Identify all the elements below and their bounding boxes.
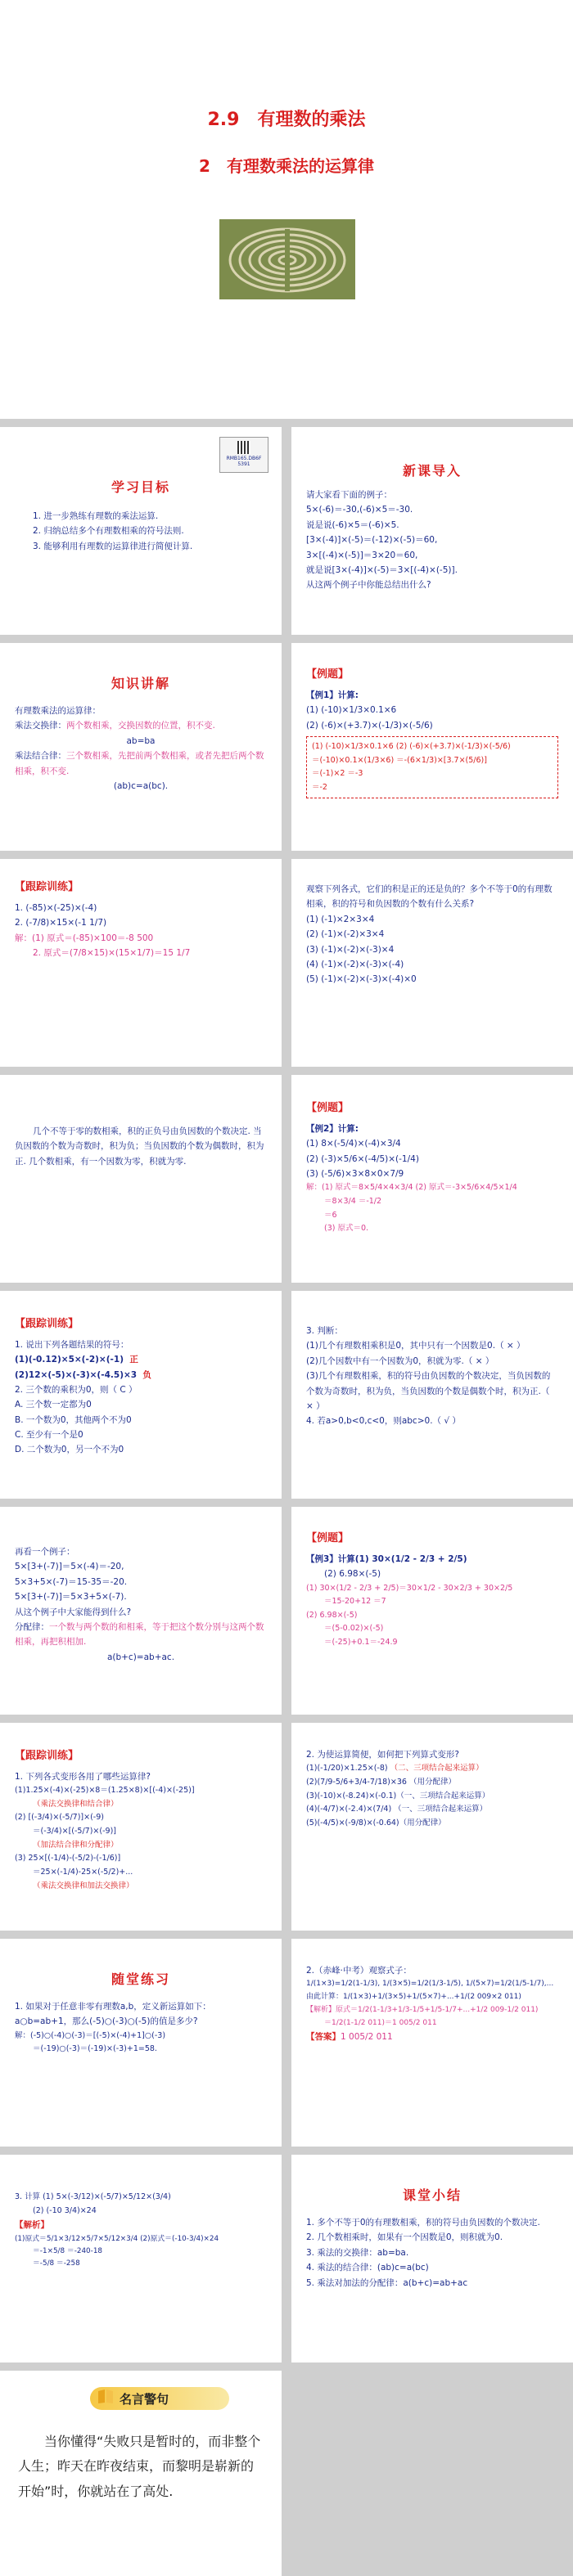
distributive-line: 5×3+5×(-7)＝15-35＝-20. [15,1576,128,1587]
quote-title: 名言警句 [120,2392,169,2407]
qr-label: RMB165.DB6F 5391 [226,456,262,468]
solution-line: (2) 6.98×(-5) [306,1610,358,1620]
example-line: (2) (-3)×5/6×(-4/5)×(-1/4) [306,1153,419,1164]
maze-illustration [219,219,355,299]
commutative-label: 乘法交换律： [15,721,66,731]
example-tag: 【例题】 [306,1532,350,1544]
solution-line: (1) 原式＝8×5/4×4×3/4 (2) 原式＝-3×5/6×4/5×1/4 [322,1183,517,1193]
solution-line: (1) (-10)×1/3×0.1×6 (2) (-6)×(+3.7)×(-1/3)×(-5/6) [312,741,511,751]
example1-slide [291,643,573,851]
exercise-slide [0,1939,282,2147]
qr-icon [237,441,250,454]
distributive-intro: 再看一个例子： [15,1547,75,1557]
book-icon [97,2387,115,2405]
separator [282,2155,291,2362]
example-head: 【例2】计算: [306,1123,359,1134]
judge-slide [291,1291,573,1499]
solution-box [306,736,558,799]
separator [0,635,573,643]
simplify-item: (4)(-4/7)×(-2.4)×(7/4) （一、三项结合起来运算） [306,1805,488,1814]
exam-slide [291,1939,573,2147]
distributive-line: 5×[3+(-7)]＝5×3+5×(-7). [15,1592,127,1603]
separator [0,2362,573,2371]
summary-item: 4. 乘法的结合律：(ab)c=a(bc) [306,2263,429,2273]
intro-example: 从这两个例子中你能总结出什么? [306,580,431,591]
exercise-solution: ＝(-19)○(-3)＝(-19)×(-3)+1=58. [33,2044,157,2054]
knowledge-slide [0,643,282,851]
transform-item: ＝25×(-1/4)-25×(-5/2)+... [33,1867,133,1877]
solution-line: ＝6 [324,1210,337,1220]
solution-line: ＝15-20+12 ＝7 [324,1597,386,1607]
summary-item: 3. 乘法的交换律：ab=ba. [306,2247,409,2258]
intro-text: 请大家看下面的例子： [306,490,392,500]
commutative-text: 两个数相乘，交换因数的位置，积不变. [66,721,215,731]
sign-item: (2)12×(-5)×(-3)×(-4.5)×3 [15,1369,138,1380]
simplify-item: (5)(-4/5)×(-9/8)×(-0.64)（用分配律） [306,1818,446,1827]
practice2-slide [0,1291,282,1499]
intro-example: 说是说(-6)×5＝(-6)×5. [306,519,399,530]
observe-item: (3) (-1)×(-2)×(-3)×4 [306,944,395,955]
example-tag: 【例题】 [306,1102,350,1114]
solution-line: (3) 原式＝0. [324,1224,369,1234]
example-sub: (2) 6.98×(-5) [324,1569,381,1580]
simplify-item: (3)(-10)×(-8.24)×(-0.1)（一、三项结合起来运算） [306,1791,490,1801]
answer-label: 【答案】 [306,2032,341,2043]
exam-line: 由此计算：1/(1×3)+1/(3×5)+1/(5×7)+...+1/(2 009×2 011) [306,1993,521,2002]
summary-title: 课堂小结 [402,2187,462,2203]
distributive-slide [0,1507,282,1715]
law-intro: 有理数乘法的运算律： [15,706,101,716]
sign-answer: 负 [142,1369,151,1380]
objectives-slide [0,427,282,635]
practice-question: 1. 说出下列各题结果的符号： [15,1339,129,1350]
observe-item: (5) (-1)×(-2)×(-3)×(-4)×0 [306,974,417,985]
separator [282,427,291,635]
observe-item: (2) (-1)×(-2)×3×4 [306,929,385,940]
simplify-slide [291,1723,573,1931]
exam-head: 2.（赤峰·中考）观察式子： [306,1966,412,1976]
example-line: (2) (-6)×(+3.7)×(-1/3)×(-5/6) [306,720,433,731]
observe-item: (1) (-1)×2×3×4 [306,914,375,924]
solution-line: ＝-2 [312,782,327,792]
maze-image [219,219,355,299]
solution-line: ＝(5-0.02)×(-5) [324,1624,384,1634]
judge-item: 4. 若a>0,b<0,c<0，则abc>0.（ √ ） [306,1416,461,1427]
practice-tag: 【跟踪训练】 [15,1318,79,1330]
solution-line: ＝(-10)×0.1×(1/3×6) ＝-(6×1/3)×[3.7×(5/6)] [312,755,487,765]
example-tag: 【例题】 [306,668,350,681]
option-item: C. 至少有一个是0 [15,1430,83,1440]
separator [282,1723,291,1931]
separator [0,2147,573,2155]
calc-solution: ＝-5/8 ＝-258 [33,2259,80,2268]
separator [282,643,291,851]
practice-problem: 2. (-7/8)×15×(-1 1/7) [15,918,107,928]
sign-item: (1)(-0.12)×5×(-2)×(-1) [15,1355,124,1365]
separator [0,1283,573,1291]
transform-item: (3) 25×[(-1/4)-(-5/2)-(-1/6)] [15,1854,121,1863]
summary-item: 5. 乘法对加法的分配律：a(b+c)=ab+ac [306,2277,468,2288]
goal-item: 3. 能够利用有理数的运算律进行简便计算. [33,541,193,551]
goal-item: 1. 进一步熟练有理数的乘法运算. [33,511,159,521]
cover-subtitle: 2 有理数乘法的运算律 [199,156,374,176]
example-line: (1) (-10)×1/3×0.1×6 [306,705,397,716]
practice-problem: 1. (-85)×(-25)×(-4) [15,902,97,913]
observe-intro: 观察下列各式，它们的积是正的还是负的？多个不等于0的有理数相乘，积的符号和负因数的个数有什么关系? [306,884,553,910]
judge-item: (1)几个有理数相乘积是0，其中只有一个因数是0.（ × ） [306,1341,526,1351]
exercise-title: 随堂练习 [111,1971,170,1987]
associative-text: 三个数相乘，先把前两个数相乘，或者先把后两个数相乘，积不变. [15,751,264,776]
judge-head: 3. 判断： [306,1326,343,1336]
solution-label: 解： [15,933,32,943]
qr-card [219,437,268,473]
solution-line: ＝8×3/4 ＝-1/2 [324,1196,382,1206]
intro-example: [3×(-4)]×(-5)＝(-12)×(-5)＝60, [306,535,438,546]
transform-item: (1)1.25×(-4)×(-25)×8＝(1.25×8)×[(-4)×(-25)] [15,1786,195,1796]
objectives-title: 学习目标 [111,479,170,495]
separator [282,1939,291,2147]
cover-slide [0,0,573,419]
separator [282,1507,291,1715]
intro-example: 5×(-6)＝-30,(-6)×5＝-30. [306,505,413,515]
transform-item: ＝(-3/4)×[(-5/7)×(-9)] [33,1827,116,1836]
solution-line: (1) 30×(1/2 - 2/3 + 2/5)＝30×1/2 - 30×2/3 + 30×2/5 [306,1583,513,1593]
practice1-slide [0,859,282,1067]
intro-slide [291,427,573,635]
quote-text: 当你懂得“失败只是暂时的，而非整个人生；昨天在昨夜结束，而黎明是崭新的开始”时，你就站在了高处. [18,2434,261,2499]
intro-example: 就是说[3×(-4)]×(-5)＝3×[(-4)×(-5)]. [306,564,458,575]
example2-slide [291,1075,573,1283]
calc-slide [0,2155,282,2362]
solution-label: 解： [306,1183,323,1193]
calc-solution-label: 【解析】 [15,2220,49,2231]
intro-example: 3×[(-4)×(-5)]＝3×20＝60, [306,550,418,560]
simplify-item: (2)(7/9-5/6+3/4-7/18)×36 （用分配律） [306,1778,456,1787]
quote-slide [0,2371,282,2576]
separator [282,859,291,1067]
practice-question: 2. 三个数的乘积为0，则（ C ） [15,1384,138,1395]
separator [282,1075,291,1283]
example-head: 【例1】计算: [306,690,359,700]
summary-item: 2. 几个数相乘时，如果有一个因数是0，则积就为0. [306,2232,503,2243]
calc-solution: (1)原式＝5/1×3/12×5/7×5/12×3/4 (2)原式＝(-10-3/4)×24 [15,2234,219,2243]
practice-solution: (1) 原式＝(-85)×100＝-8 500 [32,933,154,943]
empty-panel [291,2371,573,2576]
exercise-solution: 解：(-5)○(-4)○(-3)＝[(-5)×(-4)+1]○(-3) [15,2030,166,2040]
judge-item: (2)几个因数中有一个因数为0，积就为零.（ × ） [306,1355,494,1366]
example-head: 【例3】计算(1) 30×(1/2 - 2/3 + 2/5) [306,1553,467,1564]
summary-item: 1. 多个不等于0的有理数相乘，积的符号由负因数的个数决定. [306,2218,540,2228]
calc-sub: (2) (-10 3/4)×24 [33,2205,97,2215]
commutative-formula: ab=ba [126,735,156,746]
separator [0,851,573,859]
answer-value: 1 005/2 011 [341,2032,393,2043]
distributive-line: 5×[3+(-7)]＝5×(-4)＝-20, [15,1562,124,1572]
option-item: A. 三个数一定都为0 [15,1400,92,1410]
transform-note: （乘法交换律和加法交换律） [33,1881,134,1890]
intro-title: 新课导入 [402,463,462,479]
calc-solution: ＝-1×5/8 ＝-240-18 [33,2247,103,2256]
observe-slide [291,859,573,1067]
judge-item: (3)几个有理数相乘，积的符号由负因数的个数决定，当负因数的个数为奇数时，积为负，当负因数的个数是偶数个时，积为正.（ × ） [306,1371,551,1411]
goal-item: 2. 归纳总结多个有理数相乘的符号法则. [33,526,184,537]
practice-question: 1. 下列各式变形各用了哪些运算律? [15,1771,151,1782]
solution-line: ＝(-1)×2 ＝-3 [312,769,363,779]
observe-item: (4) (-1)×(-2)×(-3)×(-4) [306,959,404,969]
law-formula: a(b+c)=ab+ac. [106,1652,175,1662]
summary-slide [291,2155,573,2362]
separator [282,2371,291,2576]
sign-answer: 正 [129,1355,138,1365]
separator [0,1715,573,1723]
associative-formula: (ab)c=a(bc). [113,780,169,791]
practice-tag: 【跟踪训练】 [15,881,79,893]
simplify-note: （二、三项结合起来运算） [390,1764,484,1774]
simplify-item: (1)(-1/20)×1.25×(-8) [306,1764,388,1774]
transform-item: (2) [(-3/4)×(-5/7)]×(-9) [15,1813,104,1823]
separator [282,1291,291,1499]
exam-solution: 【解析】原式＝1/2(1-1/3+1/3-1/5+1/5-1/7+...+1/2 009-1/2 011) [306,2005,539,2014]
separator [0,1931,573,1939]
sign-rule-slide [0,1075,282,1283]
associative-label: 乘法结合律： [15,751,66,762]
law-label: 分配律： [15,1621,49,1632]
sign-rule-text: 几个不等于零的数相乘，积的正负号由负因数的个数决定. 当负因数的个数为奇数时，积为负；当负因数的个数为偶数时，积为正. 几个数相乘，有一个因数为零，积就为零. [15,1126,264,1167]
law-text: 一个数与两个数的和相乘，等于把这个数分别与这两个数相乘，再把积相加. [15,1621,264,1648]
solution-line: ＝(-25)+0.1＝-24.9 [324,1638,398,1647]
example-line: (1) 8×(-5/4)×(-4)×3/4 [306,1139,401,1149]
example-line: (3) (-5/6)×3×8×0×7/9 [306,1168,404,1179]
exercise-question: 1. 如果对于任意非零有理数a,b，定义新运算如下：a○b=ab+1，那么(-5)○(-3)○(-5)的值是多少? [15,2002,211,2027]
knowledge-title: 知识讲解 [111,676,170,691]
transform-note: （加法结合律和分配律） [33,1840,119,1850]
separator [0,419,573,427]
example3-slide [291,1507,573,1715]
separator [0,1067,573,1075]
simplify-head: 2. 为使运算简便，如何把下列算式变形? [306,1750,459,1760]
separator [0,1499,573,1507]
cover-title: 2.9 有理数的乘法 [207,110,366,130]
calc-head: 3. 计算 (1) 5×(-3/12)×(-5/7)×5/12×(3/4) [15,2192,171,2201]
option-item: B. 一个数为0，其他两个不为0 [15,1414,132,1425]
exam-solution: ＝1/2(1-1/2 011)＝1 005/2 011 [324,2018,437,2027]
exam-line: 1/(1×3)=1/2(1-1/3), 1/(3×5)=1/2(1/3-1/5), 1/(5×7)=1/2(1/5-1/7),... [306,1980,554,1989]
practice-tag: 【跟踪训练】 [15,1750,79,1762]
option-item: D. 二个数为0，另一个不为0 [15,1445,124,1455]
distributive-line: 从这个例子中大家能得到什么? [15,1607,132,1617]
practice3-slide [0,1723,282,1931]
transform-note: （乘法交换律和结合律） [33,1799,119,1809]
practice-solution: 2. 原式＝(7/8×15)×(15×1/7)＝15 1/7 [33,947,191,958]
